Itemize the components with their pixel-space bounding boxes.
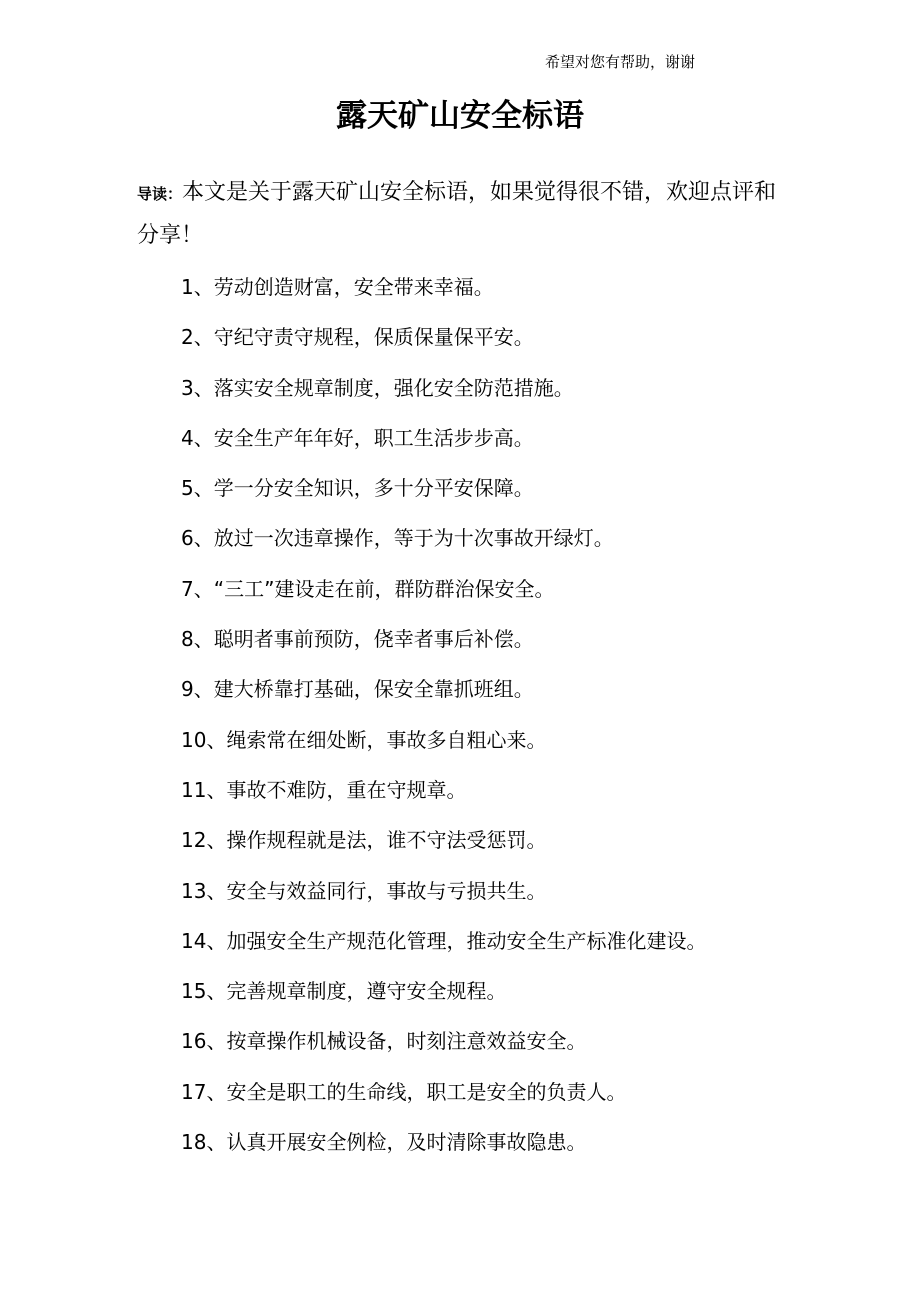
slogan-item: 12、操作规程就是法，谁不守法受惩罚。 — [181, 828, 547, 853]
slogan-item: 16、按章操作机械设备，时刻注意效益安全。 — [181, 1029, 587, 1054]
slogan-item: 13、安全与效益同行，事故与亏损共生。 — [181, 878, 547, 903]
slogan-item: 14、加强安全生产规范化管理，推动安全生产标准化建设。 — [181, 928, 707, 953]
slogan-item: 17、安全是职工的生命线，职工是安全的负责人。 — [181, 1079, 627, 1104]
slogan-item: 4、安全生产年年好，职工生活步步高。 — [181, 425, 534, 450]
slogan-item: 10、绳索常在细处断，事故多自粗心来。 — [181, 727, 547, 752]
header-note: 希望对您有帮助，谢谢 — [545, 53, 696, 71]
slogan-item: 5、学一分安全知识，多十分平安保障。 — [181, 476, 534, 501]
slogan-item: 1、劳动创造财富，安全带来幸福。 — [181, 275, 494, 299]
slogan-item: 6、放过一次违章操作，等于为十次事故开绿灯。 — [181, 526, 614, 551]
slogan-item: 3、落实安全规章制度，强化安全防范措施。 — [181, 375, 574, 400]
slogan-item: 8、聪明者事前预防，侥幸者事后补偿。 — [181, 627, 534, 652]
slogan-item: 15、完善规章制度，遵守安全规程。 — [181, 979, 507, 1004]
intro-paragraph — [137, 172, 782, 257]
slogan-item: 7、“三工”建设走在前，群防群治保安全。 — [181, 576, 555, 601]
slogan-item: 2、守纪守责守规程，保质保量保平安。 — [181, 325, 534, 350]
document-title: 露天矿山安全标语 — [336, 98, 584, 134]
slogan-item: 11、事故不难防，重在守规章。 — [181, 777, 467, 802]
slogan-list — [137, 272, 757, 1177]
intro-label: 导读： — [137, 185, 183, 203]
intro-text: 本文是关于露天矿山安全标语，如果觉得很不错，欢迎点评和分享！ — [137, 180, 777, 248]
slogan-item: 18、认真开展安全例检，及时清除事故隐患。 — [181, 1130, 587, 1155]
slogan-item: 9、建大桥靠打基础，保安全靠抓班组。 — [181, 677, 534, 702]
